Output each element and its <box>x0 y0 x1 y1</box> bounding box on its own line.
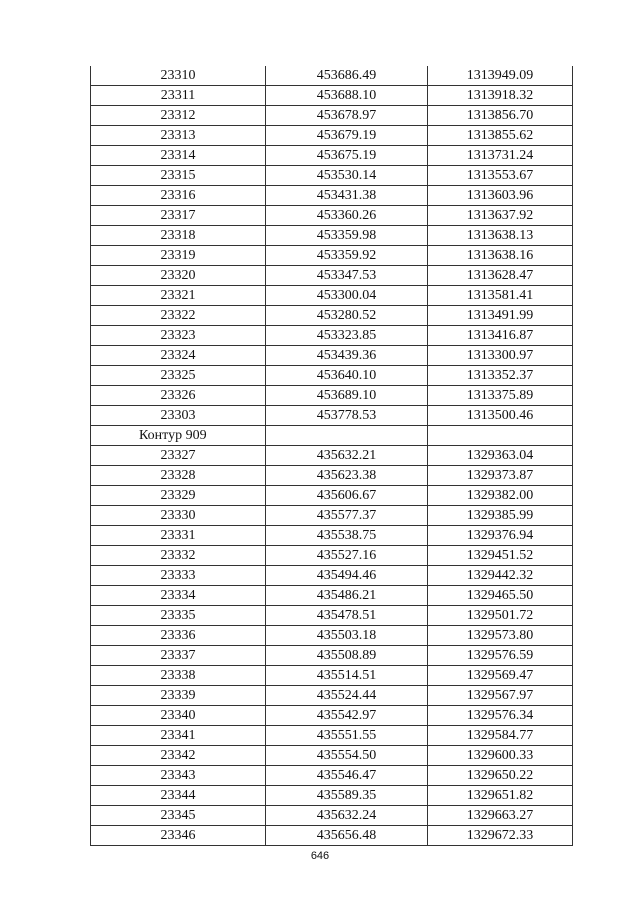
point-number-cell: 23312 <box>91 106 266 126</box>
table-row <box>91 726 573 746</box>
coordinates-table-body <box>91 66 573 846</box>
y-coordinate-cell: 1313416.87 <box>428 326 573 346</box>
y-coordinate-cell: 1313918.32 <box>428 86 573 106</box>
y-coordinate-cell: 1329573.80 <box>428 626 573 646</box>
point-number-cell: 23315 <box>91 166 266 186</box>
y-coordinate-cell: 1313375.89 <box>428 386 573 406</box>
x-coordinate-cell: 435589.35 <box>266 786 428 806</box>
table-row <box>91 66 573 86</box>
point-number-cell: 23303 <box>91 406 266 426</box>
y-coordinate-cell: 1329650.22 <box>428 766 573 786</box>
point-number-cell: 23328 <box>91 466 266 486</box>
x-coordinate-cell: 435656.48 <box>266 826 428 846</box>
y-coordinate-cell: 1329373.87 <box>428 466 573 486</box>
table-row <box>91 326 573 346</box>
x-coordinate-cell: 435577.37 <box>266 506 428 526</box>
y-coordinate-cell: 1313628.47 <box>428 266 573 286</box>
point-number-cell: 23343 <box>91 766 266 786</box>
point-number-cell: 23327 <box>91 446 266 466</box>
y-coordinate-cell: 1329376.94 <box>428 526 573 546</box>
table-row <box>91 286 573 306</box>
x-coordinate-cell: 453300.04 <box>266 286 428 306</box>
section-header-row <box>91 426 573 446</box>
x-coordinate-cell: 435632.24 <box>266 806 428 826</box>
x-coordinate-cell: 435632.21 <box>266 446 428 466</box>
x-coordinate-cell: 435527.16 <box>266 546 428 566</box>
table-row <box>91 586 573 606</box>
table-row <box>91 786 573 806</box>
point-number-cell: 23329 <box>91 486 266 506</box>
table-row <box>91 486 573 506</box>
table-row <box>91 186 573 206</box>
table-row <box>91 746 573 766</box>
y-coordinate-cell: 1329576.59 <box>428 646 573 666</box>
y-coordinate-cell: 1329576.34 <box>428 706 573 726</box>
empty-cell <box>428 426 573 446</box>
table-row <box>91 126 573 146</box>
table-row <box>91 466 573 486</box>
x-coordinate-cell: 453688.10 <box>266 86 428 106</box>
y-coordinate-cell: 1329600.33 <box>428 746 573 766</box>
x-coordinate-cell: 453439.36 <box>266 346 428 366</box>
point-number-cell: 23346 <box>91 826 266 846</box>
table-row <box>91 766 573 786</box>
x-coordinate-cell: 435551.55 <box>266 726 428 746</box>
point-number-cell: 23316 <box>91 186 266 206</box>
point-number-cell: 23339 <box>91 686 266 706</box>
y-coordinate-cell: 1313949.09 <box>428 66 573 86</box>
point-number-cell: 23326 <box>91 386 266 406</box>
x-coordinate-cell: 453530.14 <box>266 166 428 186</box>
x-coordinate-cell: 453359.92 <box>266 246 428 266</box>
point-number-cell: 23322 <box>91 306 266 326</box>
x-coordinate-cell: 453359.98 <box>266 226 428 246</box>
point-number-cell: 23311 <box>91 86 266 106</box>
point-number-cell: 23341 <box>91 726 266 746</box>
table-row <box>91 306 573 326</box>
y-coordinate-cell: 1313637.92 <box>428 206 573 226</box>
x-coordinate-cell: 453360.26 <box>266 206 428 226</box>
table-row <box>91 606 573 626</box>
table-row <box>91 246 573 266</box>
table-row <box>91 666 573 686</box>
table-row <box>91 706 573 726</box>
y-coordinate-cell: 1329442.32 <box>428 566 573 586</box>
y-coordinate-cell: 1329567.97 <box>428 686 573 706</box>
y-coordinate-cell: 1313553.67 <box>428 166 573 186</box>
x-coordinate-cell: 453640.10 <box>266 366 428 386</box>
y-coordinate-cell: 1329672.33 <box>428 826 573 846</box>
table-row <box>91 506 573 526</box>
x-coordinate-cell: 435494.46 <box>266 566 428 586</box>
x-coordinate-cell: 435478.51 <box>266 606 428 626</box>
y-coordinate-cell: 1329363.04 <box>428 446 573 466</box>
y-coordinate-cell: 1313855.62 <box>428 126 573 146</box>
coordinates-table <box>90 66 573 846</box>
y-coordinate-cell: 1313581.41 <box>428 286 573 306</box>
point-number-cell: 23323 <box>91 326 266 346</box>
empty-cell <box>266 426 428 446</box>
x-coordinate-cell: 435606.67 <box>266 486 428 506</box>
x-coordinate-cell: 453431.38 <box>266 186 428 206</box>
y-coordinate-cell: 1313300.97 <box>428 346 573 366</box>
table-row <box>91 626 573 646</box>
table-row <box>91 166 573 186</box>
table-row <box>91 226 573 246</box>
x-coordinate-cell: 453679.19 <box>266 126 428 146</box>
point-number-cell: 23320 <box>91 266 266 286</box>
table-row <box>91 526 573 546</box>
y-coordinate-cell: 1313731.24 <box>428 146 573 166</box>
page-number: 646 <box>310 850 330 862</box>
x-coordinate-cell: 435486.21 <box>266 586 428 606</box>
y-coordinate-cell: 1329382.00 <box>428 486 573 506</box>
table-row <box>91 806 573 826</box>
y-coordinate-cell: 1313638.16 <box>428 246 573 266</box>
table-row <box>91 826 573 846</box>
table-row <box>91 266 573 286</box>
table-row <box>91 86 573 106</box>
table-row <box>91 366 573 386</box>
y-coordinate-cell: 1329584.77 <box>428 726 573 746</box>
point-number-cell: 23334 <box>91 586 266 606</box>
table-row <box>91 546 573 566</box>
x-coordinate-cell: 435524.44 <box>266 686 428 706</box>
point-number-cell: 23310 <box>91 66 266 86</box>
x-coordinate-cell: 435554.50 <box>266 746 428 766</box>
x-coordinate-cell: 453675.19 <box>266 146 428 166</box>
point-number-cell: 23317 <box>91 206 266 226</box>
table-row <box>91 146 573 166</box>
x-coordinate-cell: 435514.51 <box>266 666 428 686</box>
x-coordinate-cell: 453778.53 <box>266 406 428 426</box>
table-row <box>91 346 573 366</box>
y-coordinate-cell: 1329385.99 <box>428 506 573 526</box>
point-number-cell: 23325 <box>91 366 266 386</box>
point-number-cell: 23333 <box>91 566 266 586</box>
point-number-cell: 23335 <box>91 606 266 626</box>
x-coordinate-cell: 435623.38 <box>266 466 428 486</box>
y-coordinate-cell: 1313603.96 <box>428 186 573 206</box>
y-coordinate-cell: 1313638.13 <box>428 226 573 246</box>
point-number-cell: 23340 <box>91 706 266 726</box>
x-coordinate-cell: 435546.47 <box>266 766 428 786</box>
point-number-cell: 23336 <box>91 626 266 646</box>
point-number-cell: 23344 <box>91 786 266 806</box>
point-number-cell: 23314 <box>91 146 266 166</box>
point-number-cell: 23331 <box>91 526 266 546</box>
table-row <box>91 686 573 706</box>
y-coordinate-cell: 1329451.52 <box>428 546 573 566</box>
y-coordinate-cell: 1313352.37 <box>428 366 573 386</box>
point-number-cell: 23332 <box>91 546 266 566</box>
point-number-cell: 23345 <box>91 806 266 826</box>
x-coordinate-cell: 453347.53 <box>266 266 428 286</box>
x-coordinate-cell: 435542.97 <box>266 706 428 726</box>
point-number-cell: 23318 <box>91 226 266 246</box>
y-coordinate-cell: 1329651.82 <box>428 786 573 806</box>
point-number-cell: 23324 <box>91 346 266 366</box>
x-coordinate-cell: 453323.85 <box>266 326 428 346</box>
y-coordinate-cell: 1329569.47 <box>428 666 573 686</box>
table-row <box>91 406 573 426</box>
point-number-cell: 23342 <box>91 746 266 766</box>
point-number-cell: 23337 <box>91 646 266 666</box>
y-coordinate-cell: 1329663.27 <box>428 806 573 826</box>
point-number-cell: 23313 <box>91 126 266 146</box>
x-coordinate-cell: 453280.52 <box>266 306 428 326</box>
x-coordinate-cell: 435508.89 <box>266 646 428 666</box>
y-coordinate-cell: 1329501.72 <box>428 606 573 626</box>
table-row <box>91 646 573 666</box>
y-coordinate-cell: 1313500.46 <box>428 406 573 426</box>
x-coordinate-cell: 435538.75 <box>266 526 428 546</box>
section-label: Контур 909 <box>91 426 266 446</box>
table-row <box>91 106 573 126</box>
point-number-cell: 23321 <box>91 286 266 306</box>
y-coordinate-cell: 1329465.50 <box>428 586 573 606</box>
table-row <box>91 206 573 226</box>
y-coordinate-cell: 1313856.70 <box>428 106 573 126</box>
point-number-cell: 23338 <box>91 666 266 686</box>
point-number-cell: 23330 <box>91 506 266 526</box>
point-number-cell: 23319 <box>91 246 266 266</box>
x-coordinate-cell: 453686.49 <box>266 66 428 86</box>
x-coordinate-cell: 453689.10 <box>266 386 428 406</box>
y-coordinate-cell: 1313491.99 <box>428 306 573 326</box>
table-row <box>91 446 573 466</box>
table-row <box>91 386 573 406</box>
table-row <box>91 566 573 586</box>
x-coordinate-cell: 435503.18 <box>266 626 428 646</box>
x-coordinate-cell: 453678.97 <box>266 106 428 126</box>
